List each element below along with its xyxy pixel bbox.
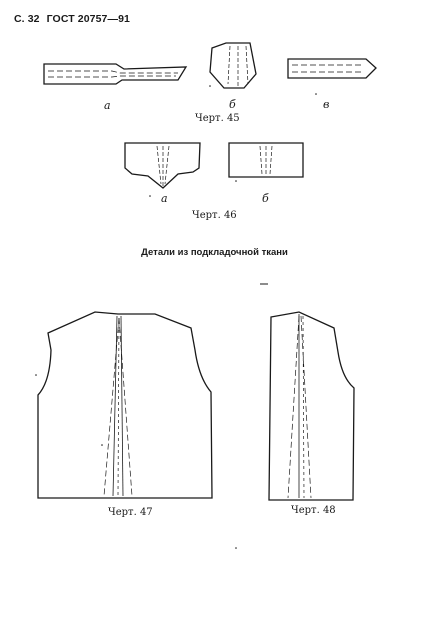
fig45-label-a: а — [104, 99, 111, 112]
fig45-detail-v — [288, 59, 376, 78]
page-number: С. 32 — [14, 13, 40, 25]
fig46-label-a: а — [161, 192, 168, 205]
fig48-caption: Черт. 48 — [291, 505, 336, 516]
fig45-detail-b — [210, 43, 256, 88]
fig47-back-lining — [38, 312, 212, 498]
fig47-caption: Черт. 47 — [108, 507, 153, 518]
standard-code: ГОСТ 20757—91 — [46, 13, 130, 25]
fig45-caption: Черт. 45 — [195, 113, 240, 124]
fig45-label-b: б — [229, 98, 236, 111]
fig48-half-back-lining — [269, 312, 354, 500]
fig45-label-v: в — [323, 98, 330, 111]
fig46-caption: Черт. 46 — [192, 210, 237, 221]
section-title: Детали из подкладочной ткани — [141, 247, 288, 258]
fig46-detail-b — [229, 143, 303, 177]
fig45-detail-a — [44, 64, 186, 84]
fig46-detail-a — [125, 143, 200, 188]
fig46-label-b: б — [262, 192, 269, 205]
